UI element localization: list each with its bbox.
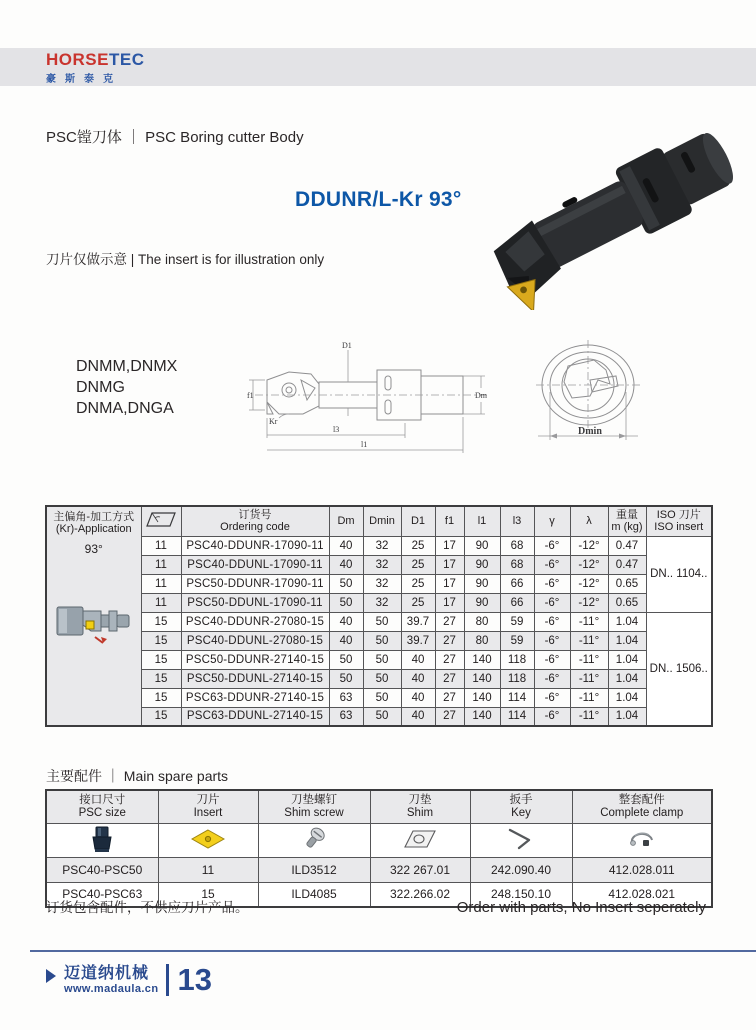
cell-f1: 17 (435, 555, 464, 574)
order-note-en: Order with parts, No Insert seperately (456, 899, 706, 916)
footer-rule (30, 950, 756, 952)
cell-f1: 27 (435, 669, 464, 688)
spare-col-complete-clamp (572, 790, 712, 823)
cell-lambda: -12° (570, 574, 608, 593)
ordering-header-cn: 订货号 (238, 509, 272, 522)
cell-gamma: -6° (534, 688, 570, 707)
table-row (46, 631, 712, 650)
table-row (46, 536, 712, 555)
product-photo (478, 128, 746, 310)
dim-label-dmin: Dmin (578, 426, 602, 437)
cell-dm: 63 (329, 707, 363, 726)
cell-l3: 66 (500, 593, 534, 612)
spare-parts-table (45, 789, 713, 908)
brand-logo (46, 51, 144, 85)
spare-cell-shim: 322 267.01 (370, 857, 470, 882)
cell-d1: 40 (401, 650, 435, 669)
spare-header-cn: 刀垫 (408, 793, 432, 806)
spare-col-shim (370, 790, 470, 823)
application-tool-icon (48, 599, 140, 650)
cell-code: PSC40-DDUNL-17090-11 (181, 555, 329, 574)
cell-l1: 90 (464, 593, 500, 612)
cell-size: 15 (141, 631, 181, 650)
shim-screw-icon (258, 823, 370, 857)
spare-cell-clamp: 412.028.011 (572, 857, 712, 882)
cell-size: 11 (141, 555, 181, 574)
cell-weight: 1.04 (608, 669, 646, 688)
weight-header-cn: 重量 (616, 509, 638, 522)
spare-header-en: Complete clamp (600, 806, 684, 819)
cell-d1: 25 (401, 574, 435, 593)
complete-clamp-icon (572, 823, 712, 857)
cell-dm: 50 (329, 669, 363, 688)
cell-lambda: -11° (570, 612, 608, 631)
cell-weight: 0.65 (608, 574, 646, 593)
end-view-drawing (532, 340, 650, 448)
cell-l3: 68 (500, 536, 534, 555)
cell-gamma: -6° (534, 612, 570, 631)
table-row (46, 593, 712, 612)
cell-l3: 114 (500, 707, 534, 726)
cell-size: 11 (141, 536, 181, 555)
cell-size: 15 (141, 650, 181, 669)
cell-d1: 25 (401, 593, 435, 612)
cell-l3: 66 (500, 574, 534, 593)
ordering-table (45, 505, 713, 727)
cell-f1: 27 (435, 631, 464, 650)
cell-code: PSC50-DDUNL-17090-11 (181, 593, 329, 612)
column-header-iso (646, 506, 712, 536)
cell-l3: 118 (500, 669, 534, 688)
cell-dm: 50 (329, 650, 363, 669)
insert-size-column-icon (141, 506, 181, 536)
cell-l1: 140 (464, 669, 500, 688)
spare-cell-psc: PSC40-PSC50 (46, 857, 158, 882)
cell-l1: 80 (464, 631, 500, 650)
cell-code: PSC50-DDUNR-27140-15 (181, 650, 329, 669)
table-row (46, 555, 712, 574)
cell-code: PSC40-DDUNR-27080-15 (181, 612, 329, 631)
cell-dmin: 50 (363, 631, 401, 650)
cell-weight: 0.65 (608, 593, 646, 612)
cell-lambda: -12° (570, 536, 608, 555)
dim-label-l3: l3 (333, 425, 340, 434)
spare-cell-screw: ILD3512 (258, 857, 370, 882)
insert-diamond-icon (158, 823, 258, 857)
cell-weight: 0.47 (608, 536, 646, 555)
application-header-cn: 主偏角-加工方式 (53, 511, 135, 523)
spare-cell-screw: ILD4085 (258, 882, 370, 907)
cell-dm: 50 (329, 574, 363, 593)
brand-name-cn: 豪斯泰克 (46, 74, 122, 85)
key-icon (470, 823, 572, 857)
spare-header-cn: 整套配件 (618, 793, 665, 806)
spare-header-cn: 接口尺寸 (79, 793, 126, 806)
insert-type-line: DNMG (76, 379, 125, 396)
cell-lambda: -11° (570, 650, 608, 669)
footer-divider (166, 964, 169, 996)
spare-cell-key: 242.090.40 (470, 857, 572, 882)
application-angle: 93° (84, 542, 103, 556)
cell-weight: 1.04 (608, 612, 646, 631)
cell-code: PSC40-DDUNL-27080-15 (181, 631, 329, 650)
cell-l1: 140 (464, 688, 500, 707)
cell-d1: 39.7 (401, 612, 435, 631)
cell-weight: 1.04 (608, 707, 646, 726)
cell-gamma: -6° (534, 669, 570, 688)
cell-dmin: 50 (363, 669, 401, 688)
cell-f1: 27 (435, 688, 464, 707)
spare-header-en: Key (511, 806, 531, 819)
table-row (46, 612, 712, 631)
dim-label-kr: Kr (269, 417, 278, 426)
cell-lambda: -11° (570, 688, 608, 707)
column-header-lambda: λ (570, 506, 608, 536)
cell-f1: 27 (435, 707, 464, 726)
spare-header-en: Shim screw (284, 806, 344, 819)
cell-dmin: 50 (363, 612, 401, 631)
column-header-f1: f1 (435, 506, 464, 536)
order-note-cn: 订货包含配件，不供应刀片产品。 (46, 900, 249, 915)
brand-band (0, 48, 756, 86)
cell-dm: 63 (329, 688, 363, 707)
dim-label-l1: l1 (361, 440, 368, 449)
cell-l1: 140 (464, 650, 500, 669)
cell-l3: 118 (500, 650, 534, 669)
cell-dmin: 32 (363, 536, 401, 555)
spare-row (46, 857, 712, 882)
cell-dmin: 50 (363, 650, 401, 669)
table-row (46, 669, 712, 688)
brand-logo-text (46, 51, 144, 68)
insert-type-line: DNMM,DNMX (76, 358, 178, 375)
insert-note: 刀片仅做示意 | The insert is for illustration only (46, 252, 325, 267)
cell-size: 11 (141, 593, 181, 612)
column-header-dmin: Dmin (363, 506, 401, 536)
spare-header-cn: 刀垫螺钉 (291, 793, 337, 806)
page-title: PSC镗刀体 ｜ PSC Boring cutter Body (46, 129, 304, 146)
cell-code: PSC63-DDUNR-27140-15 (181, 688, 329, 707)
cell-size: 15 (141, 612, 181, 631)
cell-dm: 40 (329, 555, 363, 574)
footer-arrow-icon (46, 969, 56, 983)
cell-gamma: -6° (534, 707, 570, 726)
spare-header-cn: 扳手 (509, 793, 533, 806)
cell-code: PSC40-DDUNR-17090-11 (181, 536, 329, 555)
spare-header-row (46, 790, 712, 823)
spare-cell-insert: 11 (158, 857, 258, 882)
cell-l1: 90 (464, 536, 500, 555)
cell-lambda: -12° (570, 555, 608, 574)
cell-weight: 1.04 (608, 688, 646, 707)
cell-lambda: -11° (570, 631, 608, 650)
cell-d1: 25 (401, 536, 435, 555)
table-row (46, 688, 712, 707)
cell-weight: 1.04 (608, 650, 646, 669)
cell-f1: 17 (435, 593, 464, 612)
cell-f1: 27 (435, 650, 464, 669)
cell-gamma: -6° (534, 555, 570, 574)
spare-cell-insert: 15 (158, 882, 258, 907)
footer-company-block (64, 966, 158, 995)
cell-dmin: 50 (363, 707, 401, 726)
cell-dmin: 32 (363, 555, 401, 574)
cell-dmin: 50 (363, 688, 401, 707)
cell-dmin: 32 (363, 593, 401, 612)
footer-url: www.madaula.cn (64, 982, 159, 995)
application-cell (46, 506, 141, 726)
footer-company: 迈道纳机械 (64, 964, 150, 982)
insert-type-line: DNMA,DNGA (76, 400, 174, 417)
brand-name-blue: TEC (108, 50, 145, 69)
cell-weight: 0.47 (608, 555, 646, 574)
cell-size: 11 (141, 574, 181, 593)
cell-f1: 17 (435, 574, 464, 593)
iso-insert-group: DN.. 1506.. (646, 612, 712, 726)
column-header-dm: Dm (329, 506, 363, 536)
cell-lambda: -11° (570, 669, 608, 688)
table-row (46, 574, 712, 593)
cell-gamma: -6° (534, 631, 570, 650)
table-row (46, 707, 712, 726)
cell-l1: 80 (464, 612, 500, 631)
cell-d1: 25 (401, 555, 435, 574)
cell-l3: 68 (500, 555, 534, 574)
cell-d1: 40 (401, 707, 435, 726)
cell-l3: 114 (500, 688, 534, 707)
table-row (46, 650, 712, 669)
cell-l3: 59 (500, 631, 534, 650)
column-header-gamma: γ (534, 506, 570, 536)
spare-header-cn: 刀片 (196, 793, 220, 806)
footer (46, 962, 212, 998)
dim-label-dm: Dm (475, 391, 487, 400)
spare-col-shim-screw (258, 790, 370, 823)
insert-shape-icon (145, 510, 177, 530)
product-title: DDUNR/L-Kr 93° (295, 188, 462, 211)
spare-cell-key: 248.150.10 (470, 882, 572, 907)
iso-insert-group: DN.. 1104.. (646, 536, 712, 612)
insert-types (76, 356, 177, 419)
cell-dm: 50 (329, 593, 363, 612)
brand-name-red: HORSE (46, 50, 109, 69)
spare-header-en: Insert (193, 806, 223, 819)
cell-dm: 40 (329, 536, 363, 555)
cell-gamma: -6° (534, 650, 570, 669)
cell-lambda: -11° (570, 707, 608, 726)
cell-gamma: -6° (534, 574, 570, 593)
cell-dmin: 32 (363, 574, 401, 593)
cell-l1: 90 (464, 555, 500, 574)
ordering-header-en: Ordering code (220, 521, 290, 534)
cell-size: 15 (141, 707, 181, 726)
spare-icons-row (46, 823, 712, 857)
spare-header-en: Shim (406, 806, 434, 819)
cell-gamma: -6° (534, 593, 570, 612)
spare-header-en: PSC size (78, 806, 126, 819)
cell-d1: 39.7 (401, 631, 435, 650)
side-view-drawing (245, 338, 495, 460)
spare-parts-heading: 主要配件 ｜ Main spare parts (46, 768, 229, 784)
spare-col-key (470, 790, 572, 823)
cell-code: PSC50-DDUNR-17090-11 (181, 574, 329, 593)
cell-dm: 40 (329, 612, 363, 631)
dim-label-f1: f1 (247, 391, 254, 400)
iso-header-cn: ISO 刀片 (656, 509, 701, 522)
cell-f1: 17 (435, 536, 464, 555)
dim-label-d1: D1 (342, 341, 352, 350)
column-header-d1: D1 (401, 506, 435, 536)
cell-lambda: -12° (570, 593, 608, 612)
cell-gamma: -6° (534, 536, 570, 555)
spare-cell-psc: PSC40-PSC63 (46, 882, 158, 907)
spare-col-psc-size (46, 790, 158, 823)
application-header-en: (Kr)-Application (55, 523, 132, 535)
psc-adapter-icon (46, 823, 158, 857)
spare-col-insert (158, 790, 258, 823)
column-header-l3: l3 (500, 506, 534, 536)
page-number: 13 (177, 962, 212, 997)
iso-header-en: ISO insert (654, 521, 704, 534)
cell-l3: 59 (500, 612, 534, 631)
spare-cell-clamp: 412.028.021 (572, 882, 712, 907)
weight-header-en: m (kg) (611, 521, 643, 534)
cell-d1: 40 (401, 688, 435, 707)
cell-size: 15 (141, 688, 181, 707)
cell-weight: 1.04 (608, 631, 646, 650)
cell-dm: 40 (329, 631, 363, 650)
cell-d1: 40 (401, 669, 435, 688)
spare-cell-shim: 322.266.02 (370, 882, 470, 907)
cell-f1: 27 (435, 612, 464, 631)
column-header-ordering (181, 506, 329, 536)
cell-size: 15 (141, 669, 181, 688)
column-header-weight (608, 506, 646, 536)
cell-code: PSC63-DDUNL-27140-15 (181, 707, 329, 726)
cell-code: PSC50-DDUNL-27140-15 (181, 669, 329, 688)
shim-icon (370, 823, 470, 857)
column-header-l1: l1 (464, 506, 500, 536)
cell-l1: 90 (464, 574, 500, 593)
cell-l1: 140 (464, 707, 500, 726)
order-notes (46, 896, 706, 916)
